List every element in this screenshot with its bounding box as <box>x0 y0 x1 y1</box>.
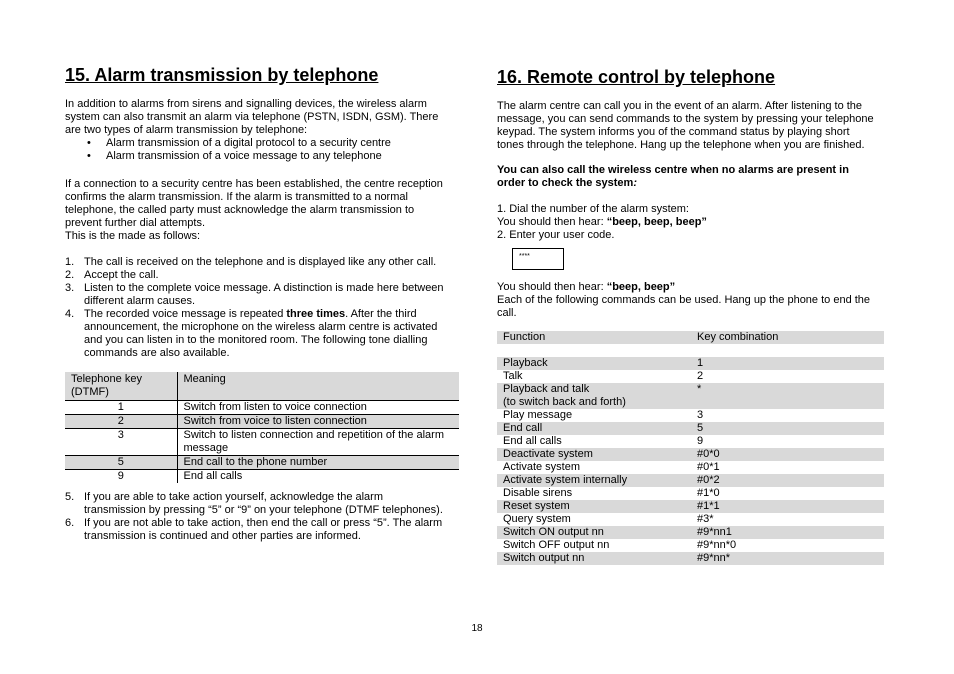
intro-paragraph: In addition to alarms from sirens and signalling devices, the wireless alarm system can also transmit an alarm via telephone (PSTN, ISDN, GSM). There are two types of alarm transmission by telephone: <box>65 98 439 136</box>
list-item: 2. Accept the call. <box>65 269 159 281</box>
list-item: 6. If you are not able to take action, then end the call or press “5”. The alarm transmission is continued and other parties are informed. <box>65 517 443 542</box>
page-number: 18 <box>471 623 483 634</box>
procedure-steps-continued <box>65 491 460 543</box>
list-item: 4. The recorded voice message is repeated three times. After the third announcement, the microphone on the wireless alarm centre is activated and you can listen in to the monitored room. The following tone dialling commands are also available. <box>65 308 438 359</box>
table-row: Deactivate system #0*0 <box>497 448 884 461</box>
remote-command-table <box>497 331 884 565</box>
bold-note: You can also call the wireless centre when no alarms are present in order to check the system: <box>497 164 849 189</box>
tone-command-table <box>65 372 459 483</box>
table-row: 3 Switch to listen connection and repetition of the alarm message <box>65 429 459 456</box>
command-instructions: You should then hear: “beep, beep” Each of the following commands can be used. Hang up the phone to end the call. <box>497 281 871 319</box>
table-row: Playback 1 <box>497 357 884 370</box>
procedure-steps <box>65 256 460 360</box>
table-row: Reset system #1*1 <box>497 500 884 513</box>
table-row: Playback and talk (to switch back and forth) * <box>497 383 884 409</box>
table-row: Switch OFF output nn #9*nn*0 <box>503 539 737 551</box>
section-16-heading: 16. Remote control by telephone <box>497 67 776 87</box>
table-row: Talk 2 <box>503 370 704 382</box>
table-row: 2 Switch from voice to listen connection <box>65 415 459 429</box>
list-item: • Alarm transmission of a voice message to any telephone <box>87 150 391 163</box>
table-row: Disable sirens #1*0 <box>503 487 720 499</box>
table-row: Query system #3* <box>503 513 714 525</box>
connection-paragraph: If a connection to a security centre has been established, the centre reception confirms the alarm transmission. If the alarm is transmitted to a normal telephone, the called party must acknowledge the alarm transmission to prevent further dial attempts. This is the made as follows: <box>65 178 443 242</box>
table-row: 9 End all calls <box>65 470 459 484</box>
table-row: Activate system #0*1 <box>503 461 720 473</box>
list-item: 5. If you are able to take action yourself, acknowledge the alarm transmission by pressing “5” or “9” on your telephone (DTMF telephones). <box>65 491 443 516</box>
list-item: • Alarm transmission of a digital protocol to a security centre <box>87 137 391 150</box>
table-row: End call 5 <box>497 422 884 435</box>
table-row: Switch output nn #9*nn* <box>497 552 884 565</box>
table-header-row: Function Key combination <box>497 331 884 344</box>
alarm-type-list <box>87 137 391 163</box>
dial-instructions: 1. Dial the number of the alarm system: You should then hear: “beep, beep, beep” 2. Enter your user code. <box>497 203 707 241</box>
table-row: Switch ON output nn #9*nn1 <box>497 526 884 539</box>
table-row: Play message 3 <box>503 409 704 421</box>
table-row: End all calls 9 <box>503 435 704 447</box>
section-15-heading: 15. Alarm transmission by telephone <box>65 65 379 85</box>
table-spacer-row <box>497 344 884 357</box>
table-row: Activate system internally #0*2 <box>497 474 884 487</box>
remote-intro-paragraph: The alarm centre can call you in the event of an alarm. After listening to the message, you can send commands to the system by pressing your telephone keypad. The system informs you of the command status by playing short tones through the telephone. Hang up the telephone when you are finished. <box>497 100 874 151</box>
table-row: 5 End call to the phone number <box>65 456 459 470</box>
table-row: 1 Switch from listen to voice connection <box>65 401 459 415</box>
user-code-box: **** <box>512 248 564 270</box>
list-item: 1. The call is received on the telephone and is displayed like any other call. <box>65 256 437 268</box>
list-item: 3. Listen to the complete voice message. A distinction is made here between different alarm causes. <box>65 282 444 307</box>
table-header-row: Telephone key (DTMF) Meaning <box>65 372 459 401</box>
